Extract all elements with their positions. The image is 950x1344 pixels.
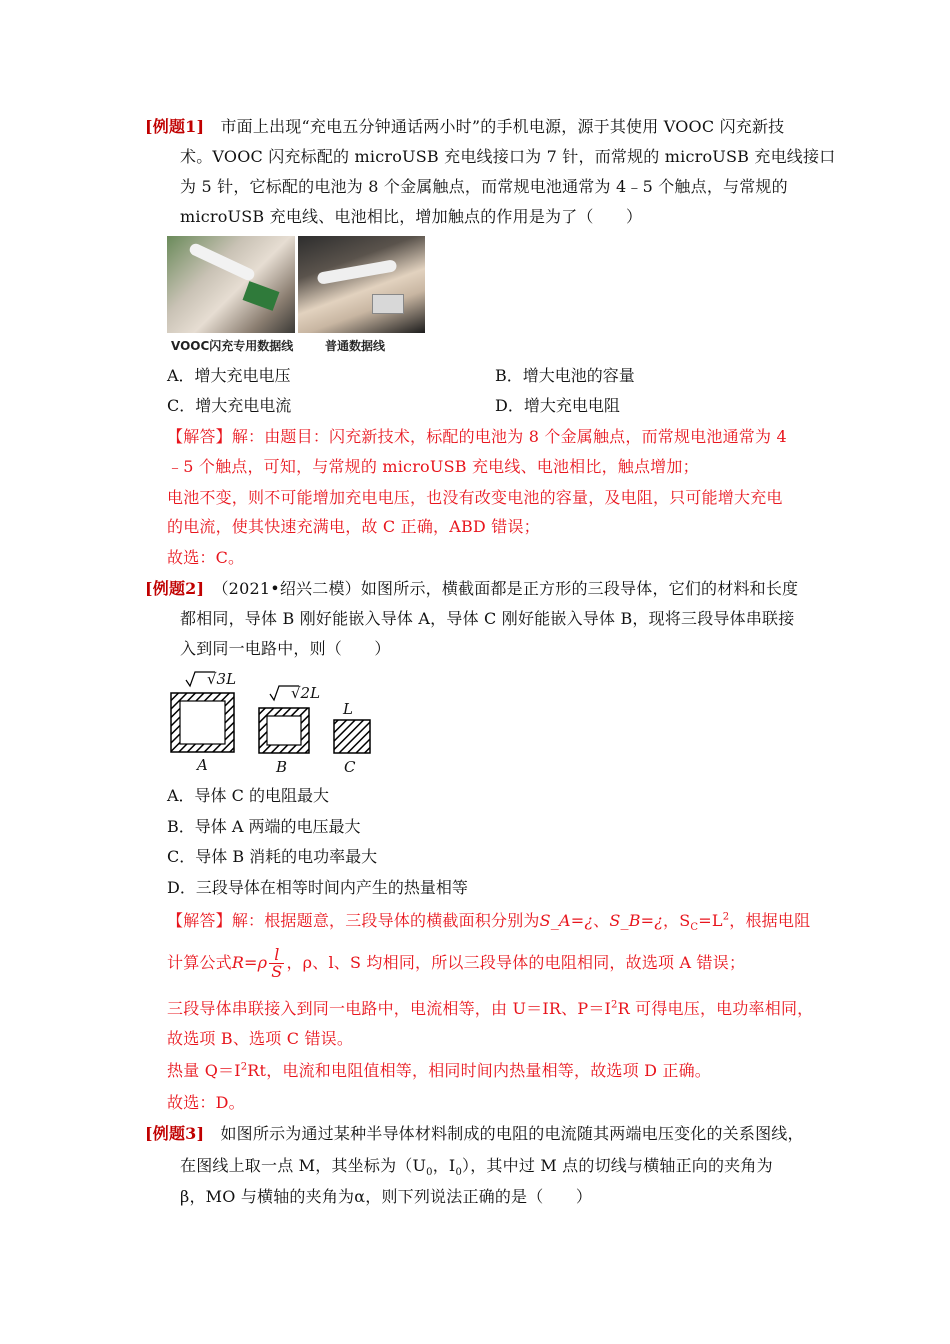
label-a-side: √3L	[207, 670, 237, 688]
ex2-answer-line5: 热量 $Q=I^2Rt$，电流和电阻值相等，相同时间内热量相等，故选项 D 正确。	[167, 1061, 711, 1080]
ex2-answer-line2: 计算公式R=ρ $\frac{l}{S}$ ，ρ、l、S 均相同，所以三段导体的电阻相同，故选项 A 错误；	[167, 945, 746, 981]
conductor-diagram-svg	[160, 668, 390, 778]
charging-cable-photo	[167, 236, 425, 356]
ex2-answer-line3: 三段导体串联接入到同一电路中，电流相等，由 U＝IR、$P=I^2R$ 可得电压，电功率相同，	[167, 999, 814, 1018]
ex1-option-d: D．增大充电电阻	[495, 396, 620, 415]
ex1-answer-line2: ﹣5 个触点，可知，与常规的 microUSB 充电线、电池相比，触点增加；	[167, 457, 699, 476]
example1-tag: [例题1]	[145, 117, 205, 136]
ex2-answer-line4: 故选项 B、选项 C 错误。	[167, 1029, 354, 1048]
resistance-fraction: $\frac{l}{S}$	[271, 945, 283, 981]
conductor-c	[334, 720, 370, 753]
ex1-answer-line5: 故选：C。	[167, 548, 245, 567]
example2-line3: 入到同一电路中，则（ ）	[180, 639, 391, 658]
label-b-side: √2L	[291, 684, 321, 702]
example3-line2: 在图线上取一点 M，其坐标为（$U_0$，$I_0$），其中过 M 点的切线与横轴正向的夹角为	[180, 1156, 773, 1179]
ex2-option-d: D．三段导体在相等时间内产生的热量相等	[167, 878, 468, 897]
ex1-option-b: B．增大电池的容量	[495, 366, 635, 385]
label-c: C	[344, 758, 356, 776]
example3-line3: β，MO 与横轴的夹角为α，则下列说法正确的是（ ）	[180, 1187, 593, 1206]
ex1-answer-line4: 的电流，使其快速充满电，故 C 正确，ABD 错误；	[167, 517, 540, 536]
ex1-option-a: A．增大充电电压	[167, 366, 291, 385]
label-a: A	[197, 756, 208, 774]
ex1-option-c: C．增大充电电流	[167, 396, 292, 415]
ex2-option-c: C．导体 B 消耗的电功率最大	[167, 847, 378, 866]
ex2-answer-line1: 【解答】解：根据题意，三段导体的横截面积分别为S_A=¿、S_B=¿，$S_C=L^2$，根据电阻	[167, 911, 811, 934]
example3-tag: [例题3]	[145, 1124, 205, 1143]
label-b: B	[276, 758, 288, 776]
vooc-cable-image	[167, 236, 295, 333]
label-c-side: L	[343, 700, 353, 718]
example1-line1: [例题1] 市面上出现“充电五分钟通话两小时”的手机电源，源于其使用 VOOC 闪充新技	[145, 117, 785, 136]
example2-tag: [例题2]	[145, 579, 205, 598]
ex1-answer-line1: 【解答】解：由题目：闪充新技术，标配的电池为 8 个金属触点，而常规电池通常为 4	[167, 427, 787, 446]
photo-caption-vooc: VOOC闪充专用数据线	[171, 339, 294, 353]
example1-line2: 术。VOOC 闪充标配的 microUSB 充电线接口为 7 针，而常规的 microUSB 充电线接口	[180, 147, 836, 166]
example2-line1: [例题2] （2021•绍兴二模）如图所示，横截面都是正方形的三段导体，它们的材料和长度	[145, 579, 799, 598]
normal-cable-image	[298, 236, 425, 333]
example1-line3: 为 5 针，它标配的电池为 8 个金属触点，而常规电池通常为 4﹣5 个触点，与常规的	[180, 177, 788, 196]
ex2-option-a: A．导体 C 的电阻最大	[167, 786, 329, 805]
example2-line2: 都相同，导体 B 刚好能嵌入导体 A，导体 C 刚好能嵌入导体 B，现将三段导体串联接	[180, 609, 795, 628]
ex1-answer-line3: 电池不变，则不可能增加充电电压，也没有改变电池的容量，及电阻，只可能增大充电	[167, 488, 783, 507]
example1-line4: microUSB 充电线、电池相比，增加触点的作用是为了（ ）	[180, 207, 643, 226]
example3-line1: [例题3] 如图所示为通过某种半导体材料制成的电阻的电流随其两端电压变化的关系图线，	[145, 1124, 804, 1143]
ex2-option-b: B．导体 A 两端的电压最大	[167, 817, 361, 836]
photo-caption-normal: 普通数据线	[325, 339, 386, 353]
conductor-cross-section-diagram	[160, 668, 390, 778]
ex2-answer-line6: 故选：D。	[167, 1093, 245, 1112]
